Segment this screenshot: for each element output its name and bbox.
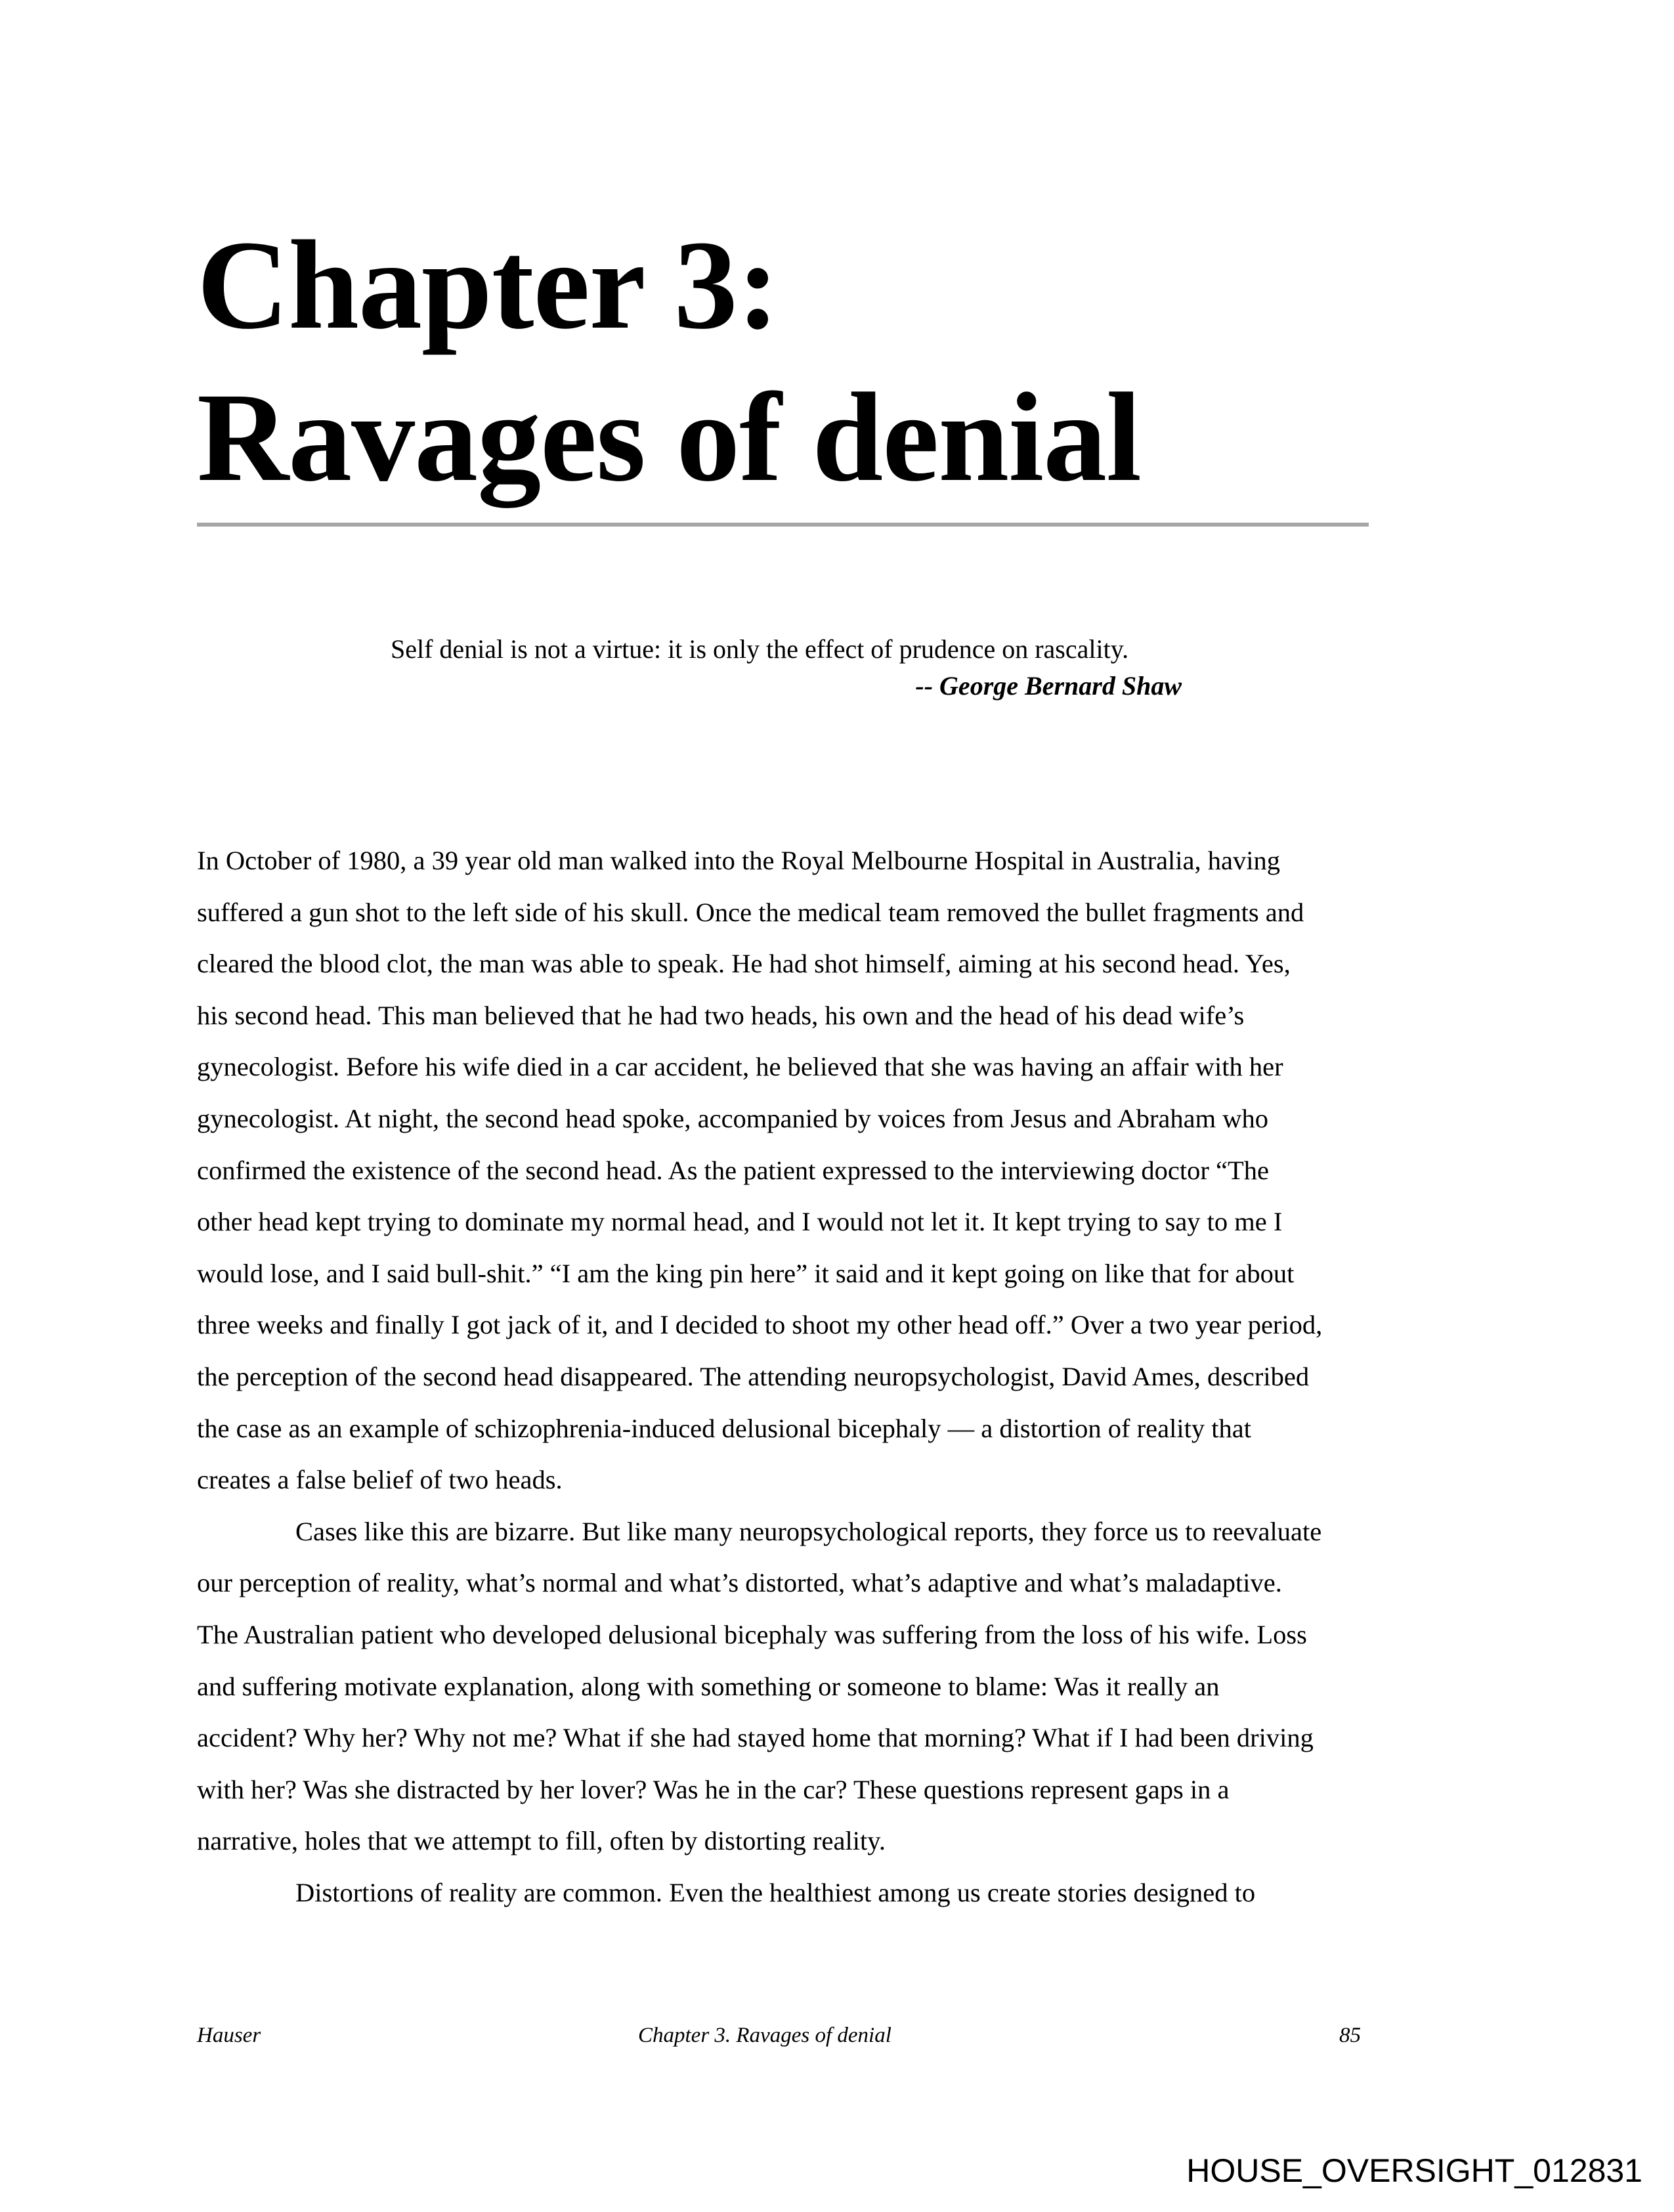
footer-chapter-title: Chapter 3. Ravages of denial [638, 2024, 891, 2047]
body-line: Distortions of reality are common. Even the healthiest among us create stories designed to [295, 1877, 1256, 1907]
epigraph-attribution: -- George Bernard Shaw [915, 671, 1182, 701]
chapter-title [197, 209, 1141, 513]
body-line: and suffering motivate explanation, along with something or someone to blame: Was it really an [197, 1671, 1220, 1701]
body-line: the case as an example of schizophrenia-induced delusional bicephaly — a distortion of reality that [197, 1413, 1251, 1443]
body-line: other head kept trying to dominate my normal head, and I would not let it. It kept trying to say to me I [197, 1207, 1283, 1237]
body-line: three weeks and finally I got jack of it, and I decided to shoot my other head off.” Over a two year period, [197, 1310, 1323, 1340]
body-line: with her? Was she distracted by her lover? Was he in the car? These questions represent gaps in a [197, 1774, 1230, 1804]
body-line: his second head. This man believed that he had two heads, his own and the head of his dead wife’s [197, 1000, 1245, 1030]
body-line: creates a false belief of two heads. [197, 1465, 563, 1495]
body-line: gynecologist. At night, the second head spoke, accompanied by voices from Jesus and Abraham who [197, 1103, 1269, 1133]
epigraph-quote: Self denial is not a virtue: it is only the effect of prudence on rascality. [391, 634, 1129, 664]
body-line: would lose, and I said bull-shit.” “I am the king pin here” it said and it kept going on like that for about [197, 1258, 1295, 1288]
body-line: our perception of reality, what’s normal and what’s distorted, what’s adaptive and what’s maladaptive. [197, 1568, 1282, 1598]
body-line: suffered a gun shot to the left side of his skull. Once the medical team removed the bullet fragments and [197, 897, 1304, 927]
chapter-title-number: Chapter 3: [197, 214, 779, 355]
body-text [197, 835, 1484, 1919]
footer-page-number: 85 [1339, 2024, 1361, 2047]
body-line: narrative, holes that we attempt to fill, often by distorting reality. [197, 1826, 886, 1856]
bates-stamp: HOUSE_OVERSIGHT_012831 [1186, 2152, 1642, 2189]
body-line: the perception of the second head disappeared. The attending neuropsychologist, David Ames, described [197, 1361, 1310, 1391]
body-line: gynecologist. Before his wife died in a car accident, he believed that she was having an affair with her [197, 1052, 1283, 1082]
body-line: accident? Why her? Why not me? What if she had stayed home that morning? What if I had been driving [197, 1723, 1314, 1753]
footer-author: Hauser [197, 2024, 261, 2047]
title-divider [197, 523, 1369, 527]
body-line: cleared the blood clot, the man was able to speak. He had shot himself, aiming at his second head. Yes, [197, 949, 1291, 979]
body-line: In October of 1980, a 39 year old man walked into the Royal Melbourne Hospital in Australia, having [197, 846, 1280, 875]
body-line: The Australian patient who developed delusional bicephaly was suffering from the loss of his wife. Loss [197, 1619, 1307, 1649]
chapter-title-name: Ravages of denial [197, 366, 1141, 508]
body-line: confirmed the existence of the second head. As the patient expressed to the interviewing doctor “The [197, 1155, 1269, 1185]
body-line: Cases like this are bizarre. But like many neuropsychological reports, they force us to reevaluate [295, 1516, 1322, 1546]
